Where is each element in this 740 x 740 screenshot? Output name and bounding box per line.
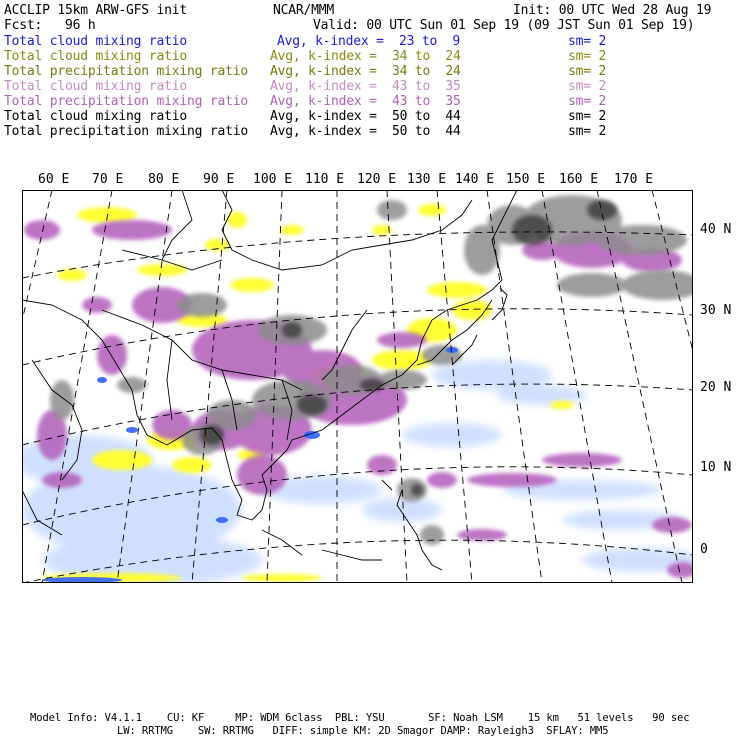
- legend-field-name-2: Total precipitation mixing ratio: [4, 64, 249, 79]
- legend-smoothing-6: sm= 2: [568, 124, 607, 139]
- legend-smoothing-4: sm= 2: [568, 94, 607, 109]
- legend-field-name-1: Total cloud mixing ratio: [4, 49, 188, 64]
- legend-smoothing-2: sm= 2: [568, 64, 607, 79]
- longitude-label: 70 E: [92, 172, 124, 187]
- latitude-label: 40 N: [700, 222, 732, 237]
- legend-field-name-0: Total cloud mixing ratio: [4, 34, 188, 49]
- center-label: NCAR/MMM: [273, 3, 335, 18]
- legend-field-name-5: Total cloud mixing ratio: [4, 109, 188, 124]
- latitude-label: 0: [700, 542, 708, 557]
- longitude-label: 140 E: [455, 172, 495, 187]
- longitude-label: 120 E: [357, 172, 397, 187]
- legend-smoothing-1: sm= 2: [568, 49, 607, 64]
- latitude-label: 20 N: [700, 380, 732, 395]
- longitude-label: 170 E: [614, 172, 654, 187]
- longitude-label: 80 E: [148, 172, 180, 187]
- model-info-line1: Model Info: V4.1.1 CU: KF MP: WDM 6class PBL: YSU SF: Noah LSM 15 km 51 levels 90 sec: [30, 712, 690, 724]
- legend-k-index-range-3: Avg, k-index = 43 to 35: [270, 79, 461, 94]
- longitude-label: 150 E: [506, 172, 546, 187]
- model-info-line2: LW: RRTMG SW: RRTMG DIFF: simple KM: 2D Smagor DAMP: Rayleigh3 SFLAY: MM5: [117, 725, 609, 737]
- legend-smoothing-3: sm= 2: [568, 79, 607, 94]
- legend-k-index-range-6: Avg, k-index = 50 to 44: [270, 124, 461, 139]
- latitude-label: 10 N: [700, 460, 732, 475]
- longitude-label: 90 E: [203, 172, 235, 187]
- forecast-map: [22, 190, 693, 583]
- longitude-label: 100 E: [253, 172, 293, 187]
- legend-field-name-4: Total precipitation mixing ratio: [4, 94, 249, 109]
- forecast-hour: Fcst: 96 h: [4, 18, 96, 33]
- valid-time: Valid: 00 UTC Sun 01 Sep 19 (09 JST Sun 01 Sep 19): [313, 18, 695, 33]
- latitude-label: 30 N: [700, 303, 732, 318]
- longitude-label: 130 E: [407, 172, 447, 187]
- longitude-label: 60 E: [38, 172, 70, 187]
- legend-k-index-range-2: Avg, k-index = 34 to 24: [270, 64, 461, 79]
- run-title: ACCLIP 15km ARW-GFS init: [4, 3, 188, 18]
- legend-smoothing-5: sm= 2: [568, 109, 607, 124]
- legend-k-index-range-1: Avg, k-index = 34 to 24: [270, 49, 461, 64]
- init-time: Init: 00 UTC Wed 28 Aug 19: [513, 3, 712, 18]
- legend-k-index-range-5: Avg, k-index = 50 to 44: [270, 109, 461, 124]
- legend-k-index-range-0: Avg, k-index = 23 to 9: [277, 34, 461, 49]
- legend-field-name-3: Total cloud mixing ratio: [4, 79, 188, 94]
- legend-smoothing-0: sm= 2: [568, 34, 607, 49]
- longitude-label: 160 E: [559, 172, 599, 187]
- longitude-label: 110 E: [305, 172, 345, 187]
- legend-k-index-range-4: Avg, k-index = 43 to 35: [270, 94, 461, 109]
- legend-field-name-6: Total precipitation mixing ratio: [4, 124, 249, 139]
